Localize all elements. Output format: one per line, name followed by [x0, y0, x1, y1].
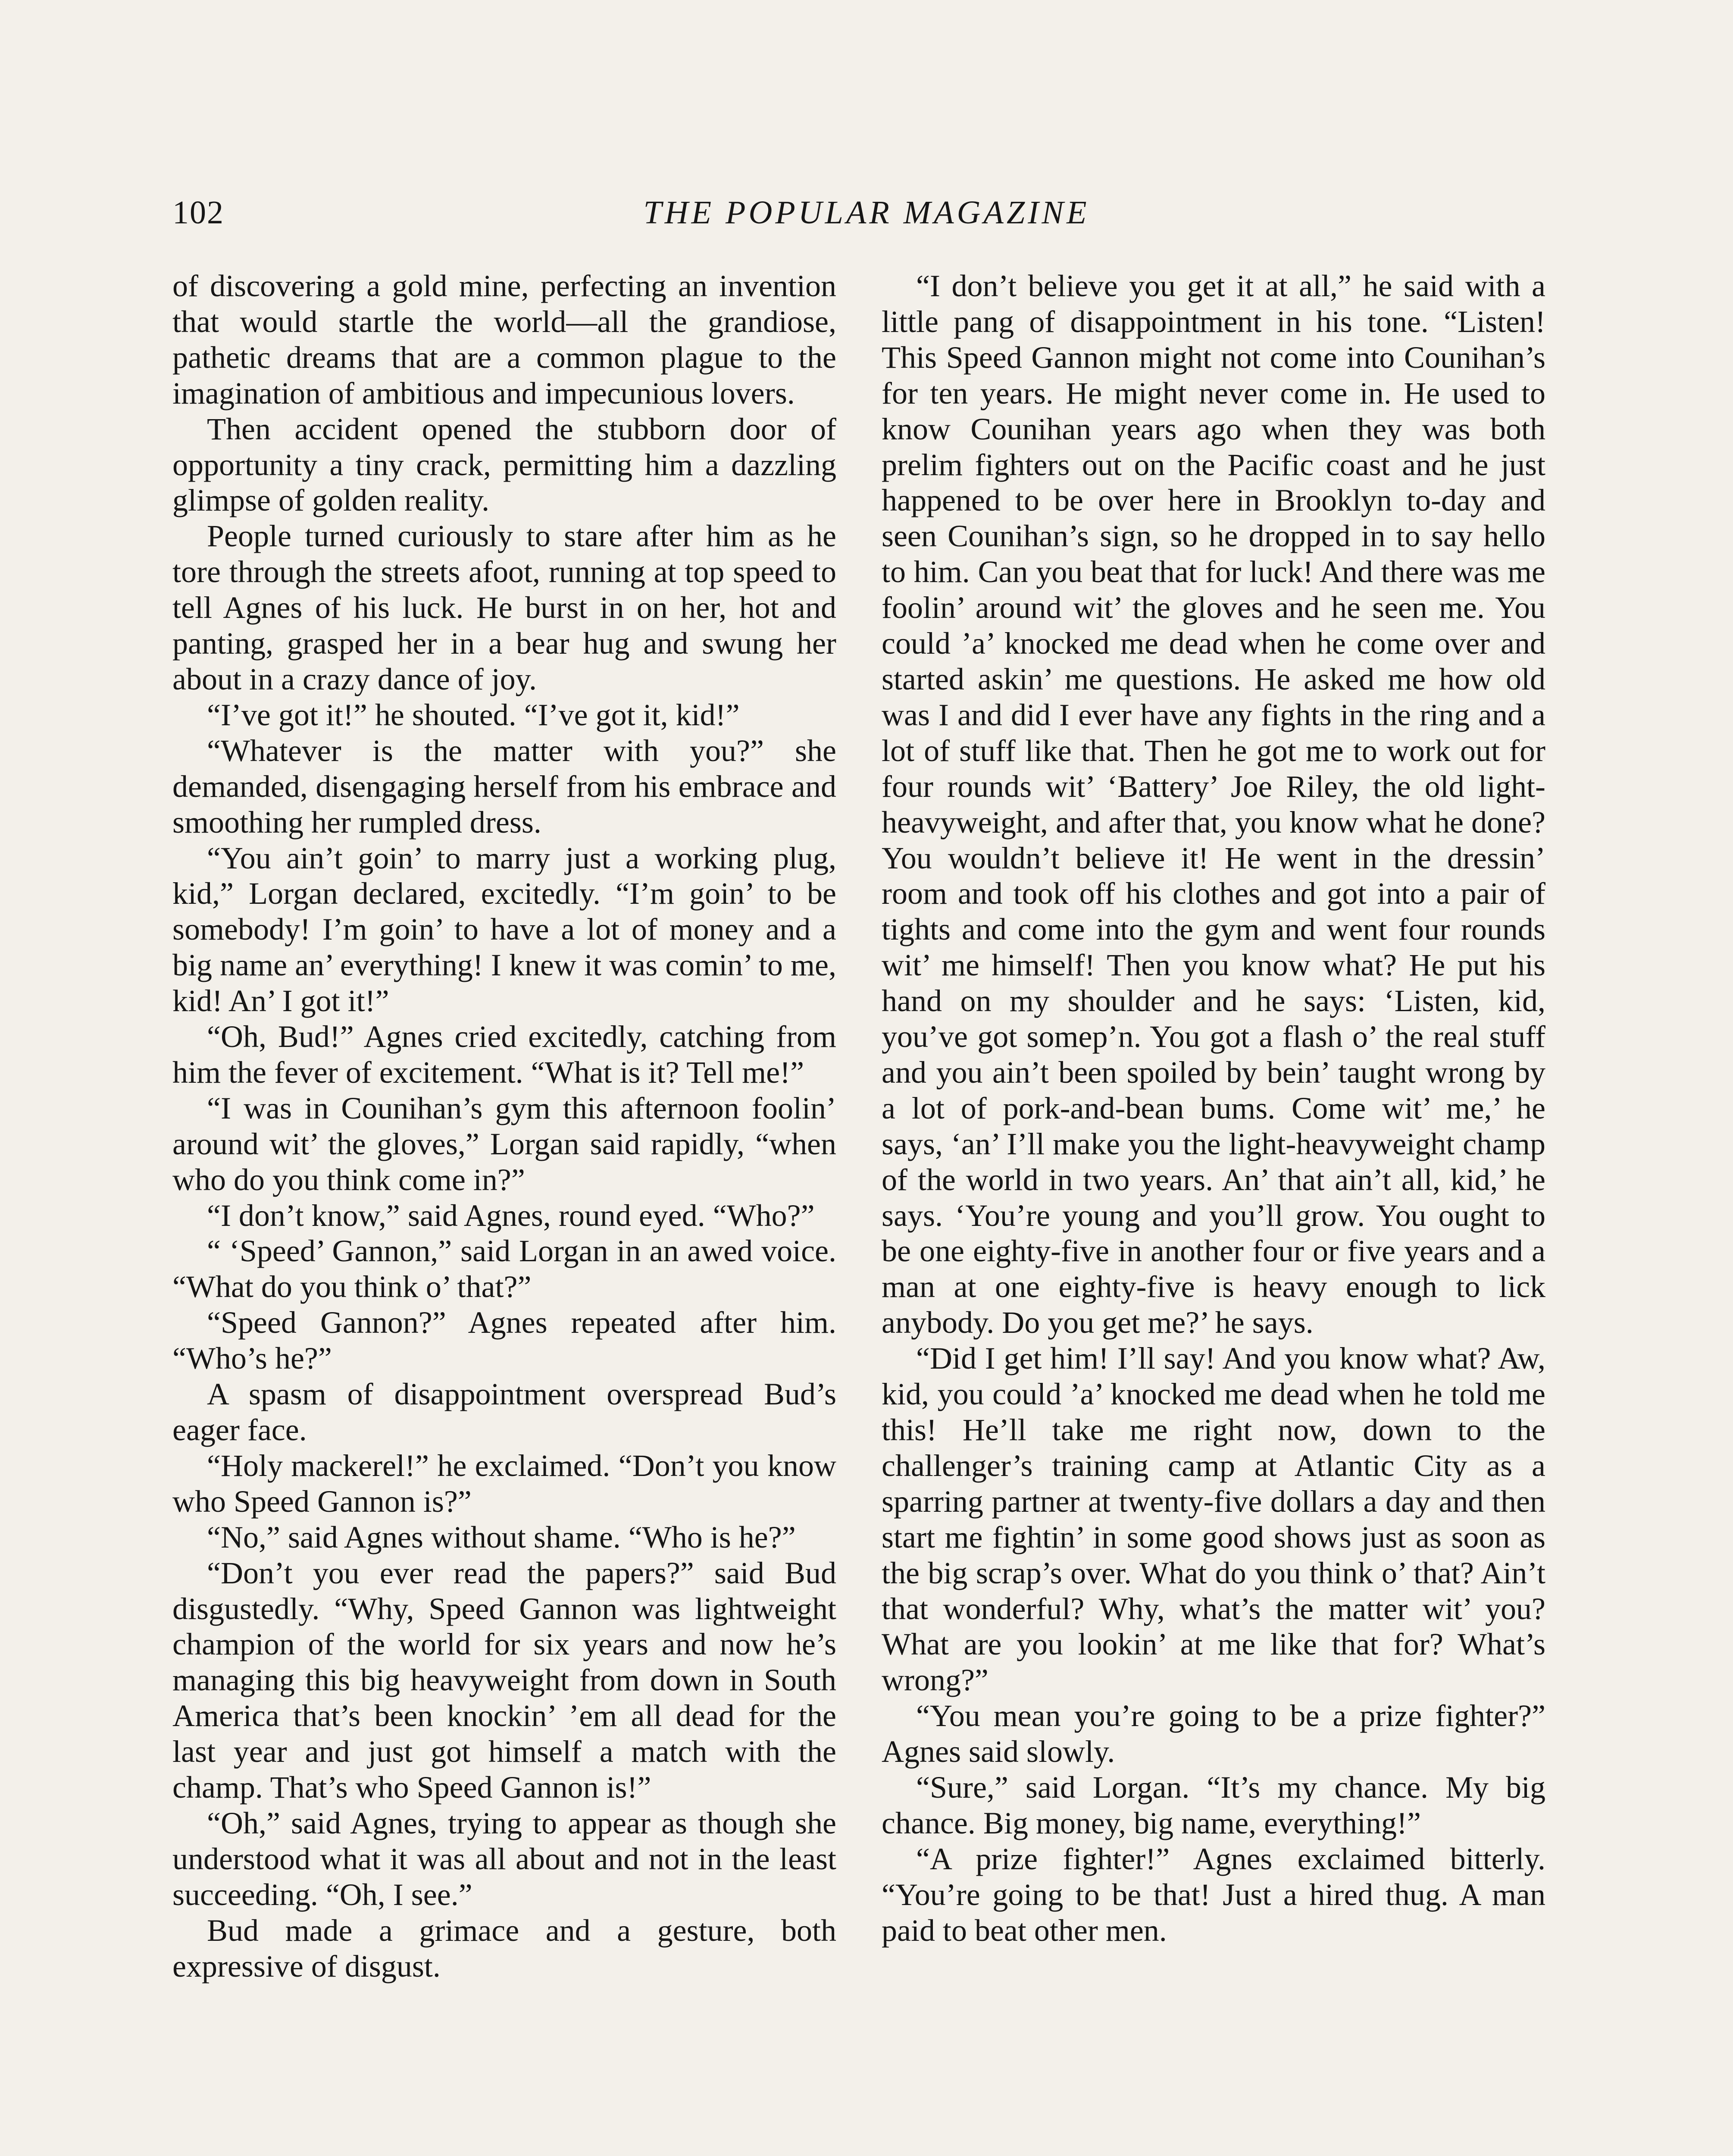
page-number: 102: [172, 194, 224, 231]
paragraph: “No,” said Agnes without shame. “Who is he?”: [207, 1520, 796, 1554]
paragraph: People turned curiously to stare after him as he tore through the streets afoot, running at top speed to tell Agnes of his luck. He burst in on her, hot and panting, grasped her in a bear hug and swung her about in a crazy dance of joy.: [172, 519, 836, 696]
paragraph: Then accident opened the stubborn door of opportunity a tiny crack, permitting him a dazzling glimpse of golden reality.: [172, 411, 836, 518]
paragraph: “Holy mackerel!” he exclaimed. “Don’t you know who Speed Gannon is?”: [172, 1448, 836, 1519]
paragraph: “Speed Gannon?” Agnes repeated after him. “Who’s he?”: [172, 1305, 836, 1376]
paragraph: “Whatever is the matter with you?” she demanded, disengaging herself from his embrace and smoothing her rumpled dress.: [172, 733, 836, 840]
running-title: THE POPULAR MAGAZINE: [643, 194, 1090, 231]
paragraph: A spasm of disappointment overspread Bud’s eager face.: [172, 1377, 836, 1447]
paragraph: “Sure,” said Lorgan. “It’s my chance. My big chance. Big money, big name, everything!”: [882, 1770, 1545, 1840]
page-header: [172, 189, 1561, 236]
paragraph: “A prize fighter!” Agnes exclaimed bitterly. “You’re going to be that! Just a hired thug. A man paid to beat other men.: [882, 1841, 1545, 1948]
paragraph: “I don’t know,” said Agnes, round eyed. “Who?”: [207, 1198, 815, 1233]
paragraph: “I’ve got it!” he shouted. “I’ve got it, kid!”: [207, 697, 740, 732]
paragraph: Bud made a grimace and a gesture, both expressive of disgust.: [172, 1913, 836, 1984]
paragraph: “I was in Counihan’s gym this afternoon foolin’ around wit’ the gloves,” Lorgan said rapidly, “when who do you think come in?”: [172, 1091, 836, 1197]
paragraph: “I don’t believe you get it at all,” he said with a little pang of disappointment in his tone. “Listen! This Speed Gannon might not come into Counihan’s for ten years. He might never come in. He used to know Counihan years ago when they was both prelim fighters out on the Pacific coast and he just happened to be over here in Brooklyn to-day and seen Counihan’s sign, so he dropped in to say hello to him. Can you beat that for luck! And there was me foolin’ around wit’ the gloves and he seen me. You could ’a’ knocked me dead when he come over and started askin’ me questions. He asked me how old was I and did I ever have any fights in the ring and a lot of stuff like that. Then he got me to work out for four rounds wit’ ‘Battery’ Joe Riley, the old light-heavyweight, and after that, you know what he done? You wouldn’t believe it! He went in the dressin’ room and took off his clothes and got into a pair of tights and come into the gym and went four rounds wit’ me himself! Then you know what? He put his hand on my shoulder and he says: ‘Listen, kid, you’ve got somep’n. You got a flash o’ the real stuff and you ain’t been spoiled by bein’ taught wrong by a lot of pork-and-bean bums. Come wit’ me,’ he says, ‘an’ I’ll make you the light-heavyweight champ of the world in two years. An’ that ain’t all, kid,’ he says. ‘You’re young and you’ll grow. You ought to be one eighty-five in another four or five years and a man at one eighty-five is heavy enough to lick anybody. Do you get me?’ he says.: [882, 269, 1545, 1340]
paragraph: “You mean you’re going to be a prize fighter?” Agnes said slowly.: [882, 1698, 1545, 1769]
paragraph: “Did I get him! I’ll say! And you know what? Aw, kid, you could ’a’ knocked me dead when he told me this! He’ll take me right now, down to the challenger’s training camp at Atlantic City as a sparring partner at twenty-five dollars a day and then start me fightin’ in some good shows just as soon as the big scrap’s over. What do you think o’ that? Ain’t that wonderful? Why, what’s the matter wit’ you? What are you lookin’ at me like that for? What’s wrong?”: [882, 1341, 1545, 1698]
paragraph: “ ‘Speed’ Gannon,” said Lorgan in an awed voice. “What do you think o’ that?”: [172, 1234, 836, 1304]
paragraph: “Oh,” said Agnes, trying to appear as though she understood what it was all about and not in the least succeeding. “Oh, I see.”: [172, 1805, 836, 1912]
paragraph: of discovering a gold mine, perfecting an invention that would startle the world—all the grandiose, pathetic dreams that are a common plague to the imagination of ambitious and impecunious lovers.: [172, 269, 836, 411]
paragraph: “Oh, Bud!” Agnes cried excitedly, catching from him the fever of excitement. “What is it? Tell me!”: [172, 1019, 836, 1090]
paragraph: “Don’t you ever read the papers?” said Bud disgustedly. “Why, Speed Gannon was lightweight champion of the world for six years and now he’s managing this big heavyweight from down in South America that’s been knockin’ ’em all dead for the last year and just got himself a match with the champ. That’s who Speed Gannon is!”: [172, 1555, 836, 1805]
right-column: [882, 268, 1545, 1949]
paragraph: “You ain’t goin’ to marry just a working plug, kid,” Lorgan declared, excitedly. “I’m goin’ to be somebody! I’m goin’ to have a lot of money and a big name an’ everything! I knew it was comin’ to me, kid! An’ I got it!”: [172, 840, 836, 1018]
left-column: [172, 268, 836, 1984]
